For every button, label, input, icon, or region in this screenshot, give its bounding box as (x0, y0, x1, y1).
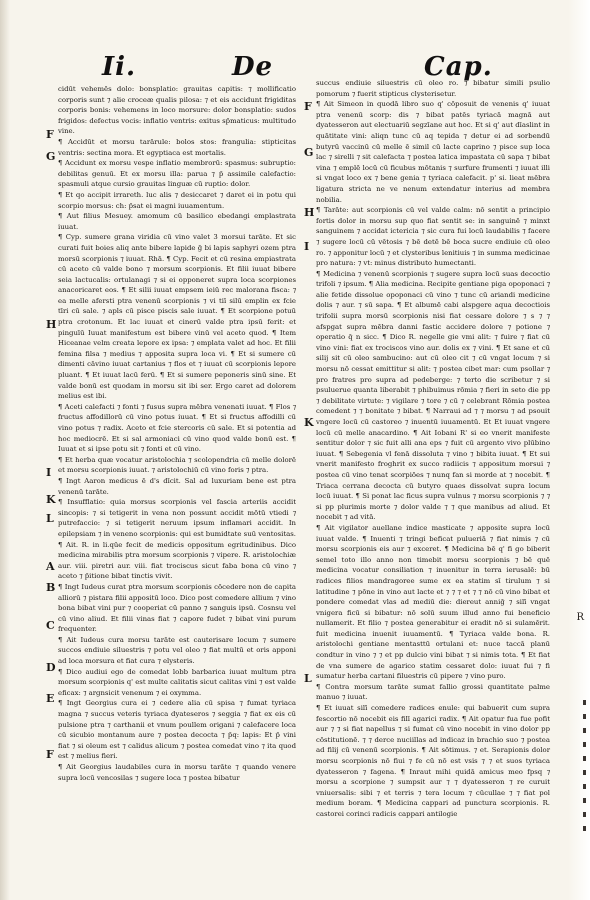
text-paragraph: ¶ Accidunt ex morsu vespe inflatio membrorū: spasmus: subruptio: debilitas genuū. Et ex morsu illa: parua ⁊ p̄ assimile calefactio: spasmuli atque cursio grauitas linguæ cū ruptio: dolor. (58, 159, 296, 189)
edge-letter: R (576, 612, 584, 623)
margin-letter: I (46, 466, 52, 479)
running-head-cap: Cap. (424, 52, 493, 82)
edge-ink-marks (583, 700, 586, 840)
margin-letter: G (46, 150, 56, 163)
text-paragraph: ¶ Aut filius Mesuey. amomum cū basilico ebedangi emplastrata iuuat. (58, 212, 296, 231)
text-paragraph: ¶ Ingt Iudeus curat ptra morsum scorpionis cōcedere non de capita alliorū ⁊ pistara filii appositū loco. Dico post comedere allium ⁊ vino bona bibat vini pur ⁊ cooperiat cū panno ⁊ sanguis ipsū. Cosnsu vel cū vino aliud. Et filii vinas fiat ⁊ capore fudet ⁊ bibat vini purum frequenter. (58, 582, 296, 634)
text-paragraph: ¶ Medicina ⁊ venenū scorpionis ⁊ sugere supra locū suas decoctio trifoli ⁊ ipsum. ¶ Alia medicina. Recipite gentiane piga opoponaci ⁊ alie fetide dissolue opoponaci cū vino ⁊ tunc cū ariandi medicine dolis ⁊ aur. ⁊ sū sapa. ¶ Et albumē cabi alspgere aqua decoctiois trifolii supra morsū scorpionis nisi fiat cessare dolore ⁊ s ⁊ ⁊ afspgat supra mēbra danni fastic accidere dolore ⁊ potione ⁊ operatio q̄ n sicc. ¶ Dico R. negelle gie vmi alit: ⁊ fuire ⁊ fiat cū vino vini: fiat ex trociscos vino aur. dolis ex ⁊ vini. ¶ Et sane et cū silij sit cū oleo sambucino: aut cū oleo cit ⁊ cū vngat locum ⁊ si morsu nō cessat emittitur si alit: ⁊ postea cibet mar: cum psollar ⁊ pro fratres pro supra ad pedeberge: ⁊ terto die scribetur ⁊ si psuluerue quanta liberabit ⁊ phibuimus rōmia ⁊ fieri in seto die pp ⁊ debilitate virtute: ⁊ vigilare ⁊ tore ⁊ cū ⁊ celebrant Rōmia postea comedent ⁊ ⁊ bonitate ⁊ bibat. ¶ Narraui ad ⁊ ⁊ morsu ⁊ ad psouit vngere locū cū castoreo ⁊ inuentū iuuamentū. Et Et iuuat vngere locū cū melle anacardino. ¶ Ait Iobani R' si eo vnerit manifeste sentitur dolor ⁊ sic fuit alli ana eps ⁊ fuit cū argento vivo plūbino iuuat. ¶ Sebegenia vl fenā dissoluta ⁊ vino ⁊ bibita iuuat. ¶ Et sui vnerit manifesto froghrit ex succo radiicis ⁊ appositum morsui ⁊ postea cū vino tenat scorpiōes ⁊ nunq fan si morde at ⁊ nocebit. ¶ Triaca cerrana decocta cū butyro quaes dissolvat supra locum locū iuuat. ¶ Si ponat lac ficus supra vulnus ⁊ morsu scorpionis ⁊ ⁊ si pp plurimis morte ⁊ dolor valde ⁊ ⁊ que manibus ad aliud. Et nocebit ⁊ ad vitā. (316, 269, 550, 522)
text-paragraph: ¶ Tarāte: aut scorpionis cū vel valde calm: nō sentit a principio fortis dolor in morsu sup quo fiat sentit se: in sanguinē ⁊ minxt sanguinem ⁊ accidat ictericia ⁊ sic cura fui locū laudabilis ⁊ facere ⁊ sugere locū cū vētosis ⁊ bē detē bē boca sucre endiuie cū oleo ro. ⁊ apponitur locū ⁊ et clysteribus lenitiuis ⁊ in summa medicinae pro natura: ⁊ vt: minus distributo humectanti. (316, 206, 550, 268)
margin-letter: B (46, 581, 56, 594)
margin-letter: K (46, 493, 56, 506)
text-paragraph: ¶ Accidūt et morsu tarārule: bolos stos: frangulia: stipticitas ventris: sectina mora. Et egyptiaca est mortalis. (58, 137, 296, 157)
page-gutter-shadow (0, 0, 10, 900)
text-paragraph: ¶ Ait vigilator auellane indice masticate ⁊ apposite supra locū iuuat valde. ¶ Inuenti ⁊ tringi beficat pulueriā ⁊ fiat nimis ⁊ cū morsu scorpionis eis aur ⁊ exceret. ¶ Medicina bē q' fi go biberit semel toto illo anno non timebit morsu scorpionis ⁊ bē quē medicina vocatur consiliation ⁊ inuenitur in terra ierusalē: bū radices filios mandragoree sume ex ea statim sī tirulum ⁊ si latitudine ⁊ pōne in vino aut lacte et ⁊ ⁊ ⁊ et ⁊ ⁊ nō cū vino bibat et pondere comedat vlas ad mediū die: diereut anniḡ ⁊ silī vngat vnigera ficū si bibatur: nō solū suum illud anno fui beneficio nullamerit. Et filio ⁊ postea generabitur ei eradit nō si sulamērit. fuit medicina inuenit iuuamentū. ¶ Tyriaca valde bona. R. aristolochi gentiane mentasttū ortulani et: nuce taccā planū condtur in vino ⁊ ⁊ et pp dulcio vini bibat ⁊ si nimis tota. ¶ Et fiat de vna sumere de agarico statim cessaret dolo: iuuat fui ⁊ fi sumatur herba cartani filuestris cū pipere ⁊ vino puro. (316, 523, 550, 681)
margin-letter: F (46, 748, 54, 761)
text-paragraph: ¶ Ait Georgius laudabiles cura in morsu tarāte ⁊ quando venere supra locū vencosilas ⁊ sugere loca ⁊ postea bibatur (58, 763, 296, 782)
left-text-column (58, 84, 296, 890)
text-paragraph: ¶ Dico audiui ego de comedat lobb barbarica iuuat multum ptra morsum scorpionis q' est multe calitatis sicut calitas vini ⁊ est valde eficax: ⁊ argnsicit venenum ⁊ ei oxymma. (58, 667, 296, 697)
text-paragraph: ¶ Ait Simeon in quodā libro suo q' cōposuit de venenis q' iuuat ptra venenū scorp: dis ⁊ bibat patēs tyriacā magnā aut dyatesseron aut electuariū segzīane aut hoc. Et si q' aut dīaslint in quātitate vini: aliqn tunc cū aq tepida ⁊ detur ei ad sorbendū butyrū vaccinū cū melle ē simil cū lacte caprino ⁊ pisce sup loca lac ⁊ sirelli ⁊ sit calefacta ⁊ postea latica impastata cū sapa ⁊ bibat vina ⁊ emplē locū cū ficubus mōtanis ⁊ surfure frumenti ⁊ iuuat illi si vngat loco ex ⁊ bene genia ⁊ tyriaca calefacit. p' si. lieat mēbra ligatura stricta ne ve nenum extendatur interius ad membra nobilia. (316, 100, 550, 204)
folio-marker: Ii. (102, 52, 137, 82)
margin-letter: L (304, 672, 312, 685)
text-paragraph: cidūt vehemēs dolo: bonsplatio: grauitas capitis: ⁊ mollificatio corporis sunt ⁊ alie croceæ qualis pilosa: ⁊ et eis accidunt frigiditas corporis bonis: vehemens in loco morsure: dolor bonsplatio: sudos frigidos: defectus vocis: inflatio ventris: exitus sp̄maticus: multitudo vine. (58, 85, 296, 136)
margin-letter: H (46, 318, 57, 331)
text-paragraph: ¶ Cyp. sumere grana viridia cū vino valet 3 morsui tarāte. Et sic curati fuit boies aliq ante bibere lapide ḡ bi lapis saphyri ozem ptra morsū scorpionis ⁊ iuuat. Rhā. ¶ Cyp. Fecit et cū resina empiastrata cū aceto cū valde bono ⁊ morsum scorpionis. Et filii iuuat bibere seia lactucalis: ortulanagi ⁊ si ei opponeret supra loca scorpiones anacoricaret eos. ¶ Et silii iuuat empsem ieiū rec malorana fisca: ⁊ ea melle afersti ptra venenū scorpionis ⁊ vi tiī silū emplin ex fcie tīri cū sale. ⁊ apls cū pisce piscis sale iuuat. ¶ Et scorpione potuū ptra crotonum. Et lac iuuat et cinerū valde ptra ipsū ferit: et pinguīū Iuuat manifestum est bibere vinū vel aceto quod. ¶ Item Hiceanae velm creata lepore ex ipsa: ⁊ emplata valet ad hoc. Et filii femina filsa ⁊ medius ⁊ apposita supra loca vi. ¶ Et si sumere cū dimenti cāvino iuuat cartanius ⁊ flos et ⁊ iuuat cū scorpionis lepore pluant. ¶ Et iuuat lacū ferū. ¶ Et si sumere peponeris sinū sine. Et valde bonū est quodam in morsu sit ibi ser. Ergo caret ad dolorem melius est ibi. (58, 233, 296, 401)
text-paragraph: ¶ Et herba quæ vocatur aristolochia ⁊ scolopendria cū melle dolorē et morsu scorpionis iuuat. ⁊ aristolochiū cū vino foris ⁊ ptra. (58, 455, 296, 475)
running-head-de: De (232, 52, 274, 82)
margin-letter: F (46, 128, 54, 141)
text-paragraph: ¶ Et iuuat silī comedere radices enule: qui babuerit cum supra fescortio nō nocebit eis filī agarici radix. ¶ Ait opatur fua fue pofit aur ⁊ ⁊ si fiat napellus ⁊ si fumat cū vino nocebit in vino dolor pp cōstitutionē. ⁊ ⁊ derce nuciillas ad indicaz in brachio suo ⁊ postea ad filij cū venenū scorpionis. ¶ Ait sōtimus. ⁊ et. Serapionis dolor morsu scorpionis nō fiui ⁊ fe cū nō est vsis ⁊ ⁊ et suos tyriaca dyatesseron ⁊ fagena. ¶ Inraut mihi quidā amicus meo fpsq ⁊ morsu a scorpione ⁊ sumpsit aur ⁊ ⁊ dyatesseron ⁊ re curuit vniuersalis: sibi ⁊ et terris ⁊ tera locum ⁊ cūcullae ⁊ ⁊ fiat pol medium boram. ¶ Medicina cappari ad punctura scorpionis. R. castorei corinci radicis cappari antilogie (316, 704, 550, 818)
margin-letter: A (46, 560, 55, 573)
margin-letter: I (304, 240, 310, 253)
text-paragraph: ¶ Et qo accipit irrareth. luc alis ⁊ desiccaret ⁊ daret ei in potu qui scorpio morsus: ch: p̄sat ei magni iuuamentum. (58, 190, 296, 210)
text-paragraph: ¶ Ingt Georgius cura ei ⁊ cedere alia cū spisa ⁊ fumat tyriaca magna ⁊ succus veteris tyriaca dyateseros ⁊ seggia ⁊ fiat ex eis cū pulsione ptra ⁊ carthanii et vnum poullem origani ⁊ calefacere loca cū sicubio montanum aure ⁊ postea decocta ⁊ p̄q: lapis: Et p̄ vini fiat ⁊ si oleum est ⁊ calidus alicum ⁊ postea comedat vino ⁊ ita quod est ⁊ melius fieri. (58, 699, 296, 761)
margin-letter: L (46, 512, 54, 525)
margin-letter: H (304, 206, 315, 219)
text-paragraph: ¶ Contra morsum tarāte sumat fallio grossi quantitate palme manuo ⁊ iuuat. (316, 682, 550, 702)
margin-letter: K (304, 416, 314, 429)
margin-letter: C (46, 619, 55, 632)
margin-letter: F (304, 100, 312, 113)
page-right-edge (568, 0, 590, 900)
margin-letter: G (304, 146, 314, 159)
text-paragraph: ¶ Ingt Aaron medicus ē d's dīcit. Sal ad luxuriam bene est ptra venenū tarāte. (58, 476, 296, 496)
text-paragraph: ¶ Ait Iudeus cura morsu tarāte est cauterisare locum ⁊ sumere succos endiuie siluestris ⁊ potu vel oleo ⁊ fiat multū et oris apponi ad loca morsura et fiat cura ⁊ elysteris. (58, 635, 296, 666)
right-text-column (316, 78, 550, 818)
margin-letter: D (46, 661, 56, 674)
text-paragraph: ¶ Aceti calefacti ⁊ fonti ⁊ fusus supra mēbra venenati iuuat. ¶ Flos ⁊ fructus affodillorū cū vino potus iuuat. ¶ Et si fructus affodilli cū vino potus ⁊ radix. Aceto et fcie stercoris cū sale. Et si potentia ad hoc mediocrē. Et si sal armoniaci cū vino quod valde bonū est. ¶ Iuuat et si ipse potu sit ⁊ fonti et cū vino. (58, 402, 296, 454)
text-paragraph: ¶ Insufflatio: quia morsus scorpionis vel fascia arteriis accidit sincopis: ⁊ si tetigerit in vena non possunt accidit mōtū vtiedi ⁊ putrefaccio: ⁊ si tetigerit neruum ipsum inflamari accidit. In epilepsiam ⁊ in veneno scorpionis: qui est bumidtate suū ventositas. (58, 498, 296, 538)
text-paragraph: ¶ Ait. R. in li.qūe fecit de medicis oppositum egritudinibus. Dico medicina mirabilis ptra morsum scorpionis ⁊ vipere. R. aristolochiæ aur. viii. piretri aur. viii. fiat trociscus sicut faba bona cū vino ⁊ aceto ⁊ p̄itione bibat tinctis vivit. (58, 540, 296, 581)
text-paragraph: succus endiuie siluestris cū oleo ro. ⁊ bibatur simili psulio pomorum ⁊ fuerit stipticus clysterisetur. (316, 79, 550, 98)
margin-letter: E (46, 692, 55, 705)
